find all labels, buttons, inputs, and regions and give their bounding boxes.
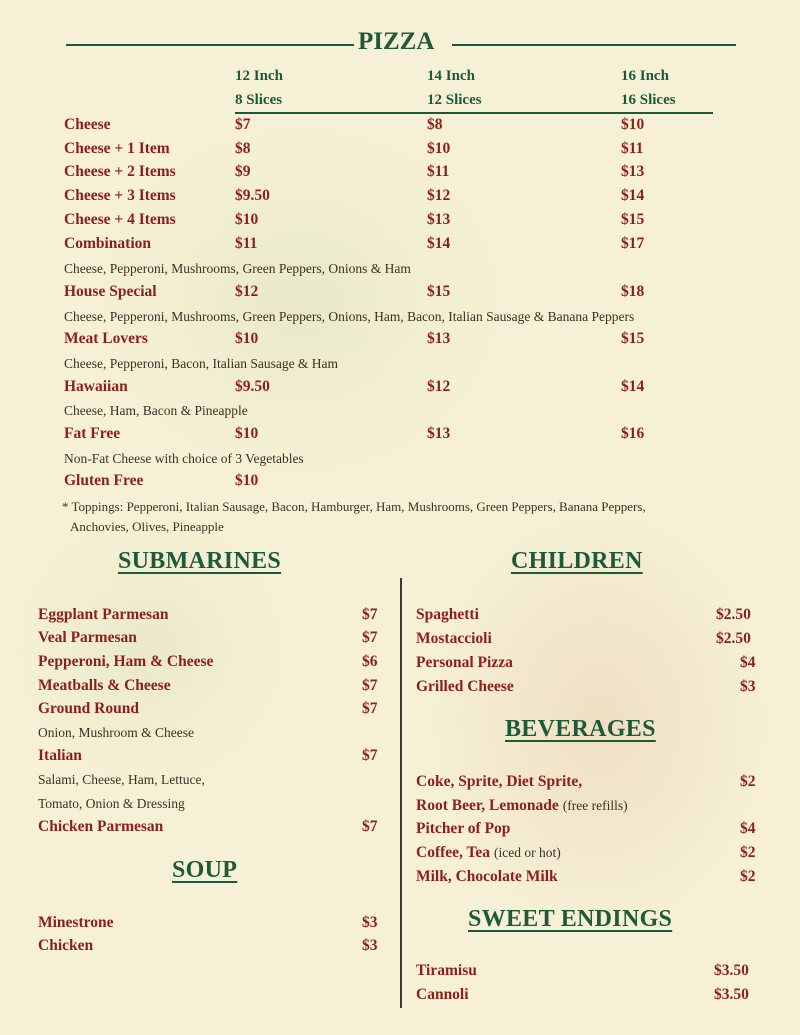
- pizza-row-name: Cheese + 1 Item: [64, 140, 170, 157]
- pizza-row-price-12: $10: [235, 211, 259, 228]
- children-item-price: $2.50: [716, 630, 751, 647]
- sub-item-price: $7: [362, 818, 378, 835]
- children-item-price: $3: [740, 678, 756, 695]
- pizza-row-desc: Cheese, Ham, Bacon & Pineapple: [64, 403, 248, 418]
- pizza-row-price-12: $7: [235, 116, 251, 133]
- pizza-row-price-12: $10: [235, 472, 259, 489]
- pizza-row-price-12: $11: [235, 235, 258, 252]
- beverage-item-note: (iced or hot): [494, 845, 561, 860]
- pizza-row-name: Meat Lovers: [64, 330, 148, 347]
- sub-item-name: Pepperoni, Ham & Cheese: [38, 653, 214, 670]
- pizza-row-price-16: $14: [621, 187, 645, 204]
- pizza-header-rule: [235, 112, 713, 114]
- beverage-item-name: Root Beer, Lemonade: [416, 797, 559, 814]
- pizza-row-price-12: $12: [235, 283, 259, 300]
- beverage-item-name: Pitcher of Pop: [416, 820, 511, 837]
- children-title: CHILDREN: [511, 548, 643, 574]
- pizza-row-desc: Cheese, Pepperoni, Mushrooms, Green Peppers, Onions & Ham: [64, 261, 411, 276]
- pizza-row-price-14: $13: [427, 211, 451, 228]
- sub-item-name: Italian: [38, 747, 82, 764]
- pizza-row-price-12: $9.50: [235, 378, 270, 395]
- sweet-endings-title: SWEET ENDINGS: [468, 906, 673, 932]
- pizza-row-price-16: $14: [621, 378, 645, 395]
- children-item-name: Mostaccioli: [416, 630, 492, 647]
- pizza-row-price-14: $12: [427, 187, 451, 204]
- pizza-row-name: Cheese + 4 Items: [64, 211, 176, 228]
- sub-item-price: $7: [362, 677, 378, 694]
- sub-item-price: $7: [362, 606, 378, 623]
- sub-item-name: Eggplant Parmesan: [38, 606, 169, 623]
- toppings-note-cont: Anchovies, Olives, Pineapple: [70, 519, 224, 534]
- pizza-col3-size: 16 Inch: [621, 68, 669, 84]
- pizza-row-price-14: $8: [427, 116, 443, 133]
- pizza-rule-left: [66, 44, 354, 46]
- beverage-item-price: $2: [740, 773, 756, 790]
- dessert-item-price: $3.50: [714, 962, 749, 979]
- pizza-row-desc: Non-Fat Cheese with choice of 3 Vegetables: [64, 451, 304, 466]
- toppings-note: * Toppings: Pepperoni, Italian Sausage, Bacon, Hamburger, Ham, Mushrooms, Green Peppers, Banana Peppers,: [62, 499, 646, 514]
- pizza-row-desc: Cheese, Pepperoni, Bacon, Italian Sausage & Ham: [64, 356, 339, 371]
- pizza-row-name: Cheese + 2 Items: [64, 163, 176, 180]
- pizza-row-price-14: $11: [427, 163, 450, 180]
- beverage-item-name: Coke, Sprite, Diet Sprite,: [416, 773, 583, 790]
- beverage-item-price: $2: [740, 844, 756, 861]
- pizza-row-name: Fat Free: [64, 425, 121, 442]
- beverage-item-price: $2: [740, 868, 756, 885]
- beverages-title: BEVERAGES: [505, 716, 656, 742]
- pizza-row-price-16: $11: [621, 140, 644, 157]
- pizza-row-price-14: $13: [427, 330, 451, 347]
- pizza-row-price-12: $10: [235, 330, 259, 347]
- children-item-price: $2.50: [716, 606, 751, 623]
- sub-item-price: $7: [362, 629, 378, 646]
- beverage-item-name: Milk, Chocolate Milk: [416, 868, 558, 885]
- sub-item-price: $6: [362, 653, 378, 670]
- dessert-item-price: $3.50: [714, 986, 749, 1003]
- pizza-col3-slices: 16 Slices: [621, 92, 676, 108]
- pizza-row-price-16: $15: [621, 330, 645, 347]
- soup-item-name: Minestrone: [38, 914, 114, 931]
- beverage-item: [416, 844, 561, 862]
- pizza-col1-size: 12 Inch: [235, 68, 283, 84]
- beverage-item-name: Coffee, Tea: [416, 844, 491, 861]
- children-item-name: Grilled Cheese: [416, 678, 514, 695]
- pizza-row-price-12: $8: [235, 140, 251, 157]
- pizza-row-price-16: $16: [621, 425, 645, 442]
- submarines-title: SUBMARINES: [118, 548, 282, 574]
- pizza-title: PIZZA: [358, 28, 435, 55]
- pizza-row-name: Gluten Free: [64, 472, 144, 489]
- pizza-row-price-16: $17: [621, 235, 645, 252]
- pizza-row-desc: Cheese, Pepperoni, Mushrooms, Green Peppers, Onions, Ham, Bacon, Italian Sausage & Banana Peppers: [64, 309, 635, 324]
- pizza-row-price-16: $18: [621, 283, 645, 300]
- pizza-row-price-12: $9: [235, 163, 251, 180]
- dessert-item-name: Tiramisu: [416, 962, 477, 979]
- beverage-item-note: (free refills): [562, 798, 628, 813]
- children-item-price: $4: [740, 654, 756, 671]
- soup-item-price: $3: [362, 914, 378, 931]
- children-item-name: Spaghetti: [416, 606, 479, 623]
- sub-item-name: Meatballs & Cheese: [38, 677, 171, 694]
- soup-item-name: Chicken: [38, 937, 94, 954]
- pizza-row-name: Combination: [64, 235, 151, 252]
- soup-title: SOUP: [172, 857, 238, 883]
- pizza-row-price-14: $13: [427, 425, 451, 442]
- pizza-row-price-14: $12: [427, 378, 451, 395]
- sub-item-desc: Tomato, Onion & Dressing: [38, 796, 185, 811]
- pizza-row-name: Cheese + 3 Items: [64, 187, 176, 204]
- pizza-row-price-14: $14: [427, 235, 451, 252]
- pizza-row-name: Cheese: [64, 116, 111, 133]
- pizza-row-price-16: $13: [621, 163, 645, 180]
- pizza-row-price-14: $10: [427, 140, 451, 157]
- pizza-row-price-16: $15: [621, 211, 645, 228]
- pizza-col2-size: 14 Inch: [427, 68, 475, 84]
- children-item-name: Personal Pizza: [416, 654, 513, 671]
- sub-item-name: Chicken Parmesan: [38, 818, 164, 835]
- pizza-row-price-12: $10: [235, 425, 259, 442]
- beverage-item-price: $4: [740, 820, 756, 837]
- soup-item-price: $3: [362, 937, 378, 954]
- dessert-item-name: Cannoli: [416, 986, 469, 1003]
- pizza-row-price-14: $15: [427, 283, 451, 300]
- pizza-row-name: Hawaiian: [64, 378, 128, 395]
- pizza-rule-right: [452, 44, 736, 46]
- sub-item-price: $7: [362, 747, 378, 764]
- sub-item-desc: Onion, Mushroom & Cheese: [38, 725, 194, 740]
- pizza-row-name: House Special: [64, 283, 157, 300]
- column-divider: [400, 578, 402, 1008]
- pizza-col1-slices: 8 Slices: [235, 92, 283, 108]
- sub-item-name: Ground Round: [38, 700, 139, 717]
- pizza-col2-slices: 12 Slices: [427, 92, 482, 108]
- beverage-item: [416, 797, 628, 815]
- sub-item-price: $7: [362, 700, 378, 717]
- sub-item-name: Veal Parmesan: [38, 629, 137, 646]
- pizza-row-price-16: $10: [621, 116, 645, 133]
- sub-item-desc: Salami, Cheese, Ham, Lettuce,: [38, 772, 205, 787]
- pizza-row-price-12: $9.50: [235, 187, 270, 204]
